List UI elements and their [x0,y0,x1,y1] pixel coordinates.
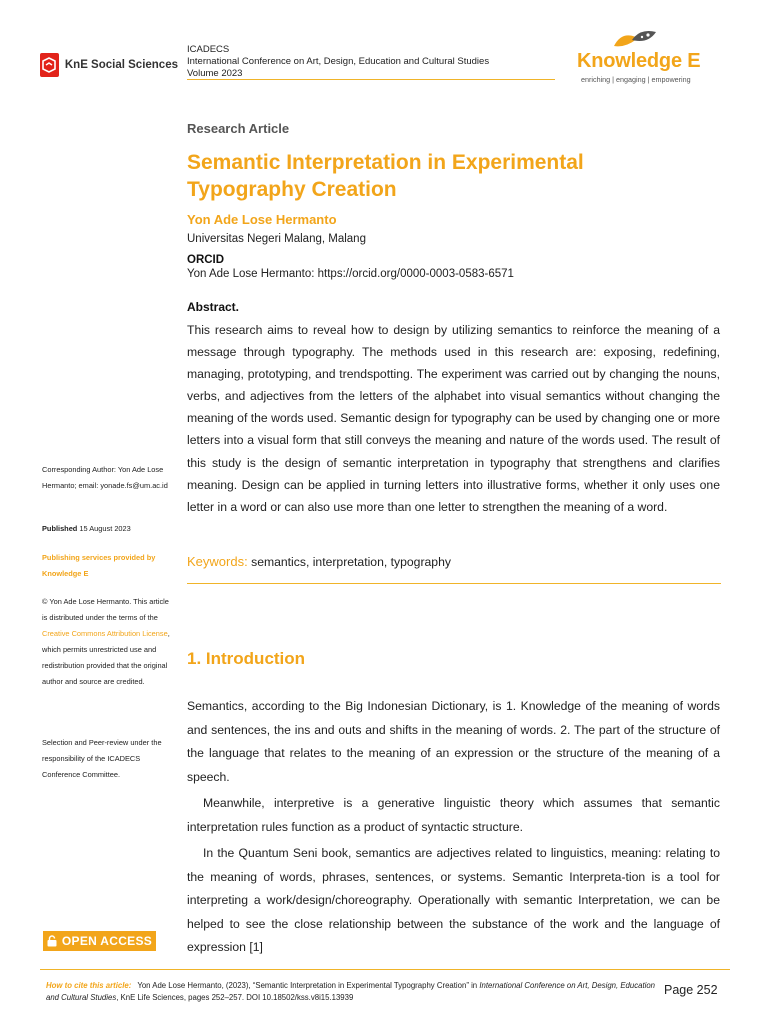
abstract-text: This research aims to reveal how to design by utilizing semantics to reinforce the meaning of a message through typography. The methods used in this research are: exposing, redefining, managing, prototyping, and trendspotting. The experiment was carried out by changing the nouns, verbs, and adjectives from the letters of the alphabet into visual semantics without changing the meaning of the words used. Semantic design for typography can be used by changing one or more letters into a visual form that still conveys the meaning and nature of the words used. The result of this study is the design of semantic interpretation in typography that strengthens and clarifies meaning. Design can be applied in turning letters into illustrative forms, whether it only uses one letter in a word or can also use more than one letter to strengthen the meaning of a word. [187,323,720,514]
conference-info [187,44,557,80]
kne-logo-icon [40,53,59,77]
published-info [42,521,174,537]
peer-review-notice: Selection and Peer-review under the responsibility of the ICADECS Conference Committee. [42,738,162,779]
conference-volume: Volume 2023 [187,68,243,79]
license-text-pre: © Yon Ade Lose Hermanto. This article is distributed under the terms of the [42,597,169,622]
footer-divider [40,969,730,970]
abstract-heading: Abstract. [187,300,240,314]
body-paragraph: Meanwhile, interpretive is a generative linguistic theory which assumes that semantic interpretation rules function as a product of syntactic structure. [187,796,720,834]
section-heading-introduction: 1. Introduction [187,649,306,668]
citation-text-post: , KnE Life Sciences, pages 252–257. DOI 10.18502/kss.v8i15.13939 [116,992,354,1002]
knowledge-e-tagline: enriching | engaging | empowering [581,75,691,84]
conference-full: International Conference on Art, Design, Education and Cultural Studies [187,56,490,67]
body-paragraph: Semantics, according to the Big Indonesian Dictionary, is 1. Knowledge of the meaning of words and sentences, the ins and outs and shifts in the meaning of words. 2. The part of the structure of the language that relates to the meaning of an expression or the structure of the meaning of a speech. [187,699,720,784]
abstract-divider [187,583,721,584]
open-access-label: OPEN ACCESS [61,934,153,948]
body-paragraph: In the Quantum Seni book, semantics are adjectives related to linguistics, meaning: relating to the meaning of words, phrases, sentences, or systems. Semantic Interpreta-tion is a tool for interpreting a work/design/choreography. Operationally with semantic Interpretation, we can be helped to see the close relationship between the substance of the work and the language of expression [1] [187,846,720,954]
published-label: Published [42,524,78,533]
knowledge-e-brand: Knowledge E [577,50,701,72]
citation-label: How to cite this article: [46,981,132,990]
open-lock-icon [47,935,57,947]
header-divider [187,79,555,80]
kne-logo [40,52,178,78]
open-access-badge [43,931,156,951]
author-affiliation: Universitas Negeri Malang, Malang [187,233,366,245]
published-date: 15 August 2023 [79,524,131,533]
license-link[interactable]: Creative Commons Attribution License [42,629,168,638]
citation-text-pre: Yon Ade Lose Hermanto, (2023), “Semantic Interpretation in Experimental Typography Creation” in [137,981,480,990]
citation-note [46,980,666,1003]
conference-short: ICADECS [187,44,230,55]
orcid-label: ORCID [187,254,225,266]
keywords [187,554,451,569]
orcid-link[interactable]: Yon Ade Lose Hermanto: https://orcid.org/0000-0003-0583-6571 [187,268,514,280]
citation-conference: International Conference on Art, Design, Education and Cultural Studies [46,981,656,1002]
publishing-services: Publishing services provided by Knowledge E [42,553,156,578]
keywords-list: semantics, interpretation, typography [251,555,451,569]
article-type: Research Article [187,121,290,136]
page-number: Page 252 [664,983,718,997]
corresponding-author: Corresponding Author: Yon Ade Lose Hermanto; email: yonade.fs@um.ac.id [42,465,168,490]
license-notice [42,594,174,690]
kne-logo-text: KnE Social Sciences [64,59,178,71]
license-text-post: , which permits unrestricted use and redistribution provided that the original author and source are credited. [42,629,170,686]
article-author: Yon Ade Lose Hermanto [187,212,337,227]
keywords-label: Keywords: [187,554,248,569]
article-title: Semantic Interpretation in Experimental Typography Creation [187,151,584,201]
